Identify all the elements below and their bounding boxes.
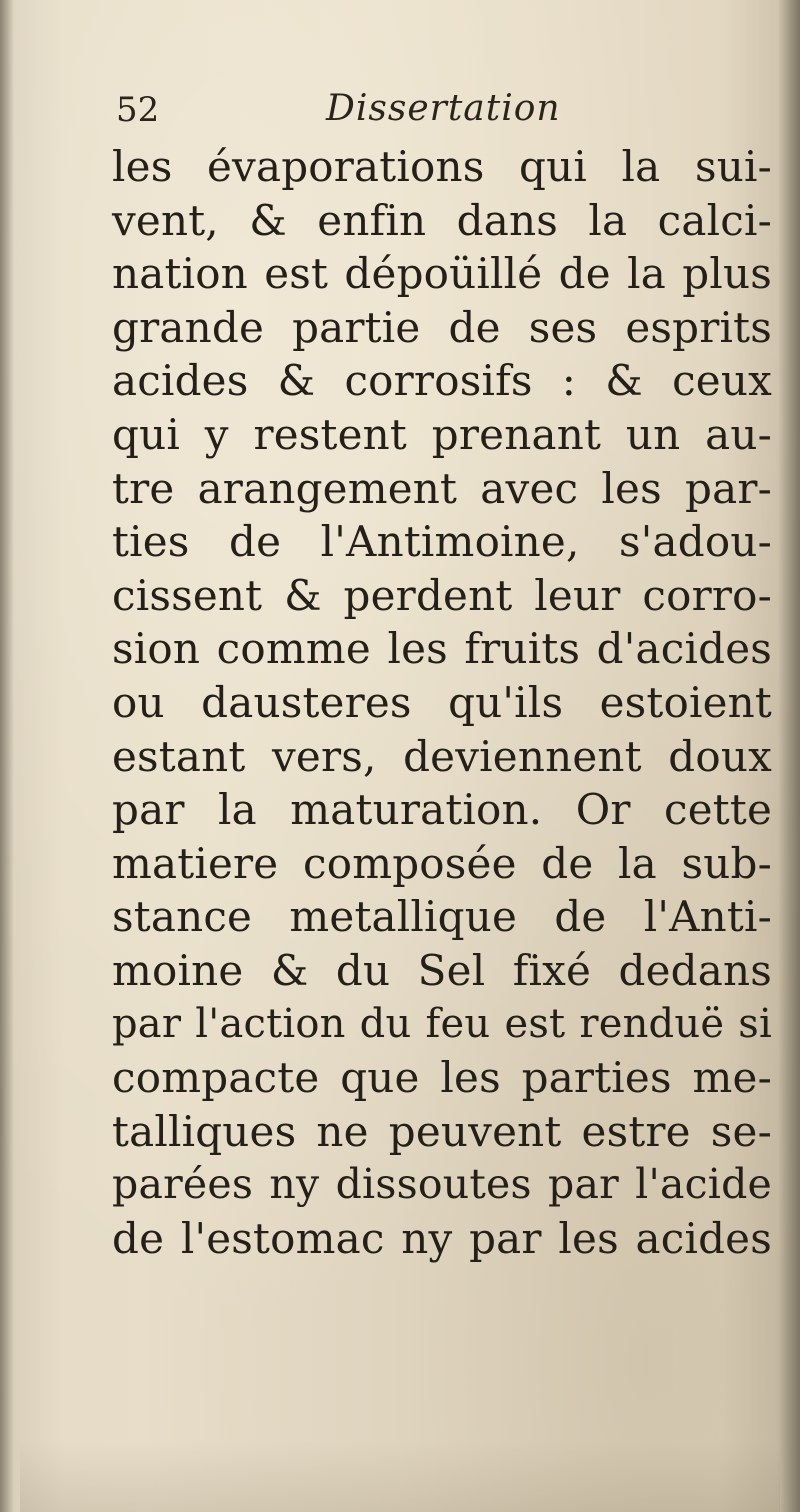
text-line: parées ny dissoutes par l'acide <box>112 1160 772 1209</box>
text-line: sion comme les fruits d'acides <box>112 624 772 674</box>
text-line: moine & du Sel fixé dedans <box>112 945 772 995</box>
text-line: qui y restent prenant un au- <box>112 409 772 459</box>
text-line: matiere composée de la sub- <box>112 838 772 888</box>
page-bottom-shadow <box>20 1440 780 1512</box>
text-line: acides & corrosifs : & ceux <box>112 356 772 406</box>
text-line: compacte que les parties me- <box>112 1053 772 1103</box>
running-head <box>116 86 676 140</box>
text-line: talliques ne peuvent estre se- <box>112 1106 772 1156</box>
text-line: par l'action du feu est renduë si <box>112 1000 772 1047</box>
text-line: de l'estomac ny par les acides <box>112 1213 772 1263</box>
text-line: stance metallique de l'Anti- <box>112 892 772 942</box>
running-title: Dissertation <box>326 88 561 129</box>
text-line: estant vers, deviennent doux <box>112 731 772 781</box>
text-line: nation est dépoüillé de la plus <box>112 249 772 299</box>
text-line: ou dausteres qu'ils estoient <box>112 677 772 727</box>
page-left-edge <box>0 0 14 1512</box>
text-line: cissent & perdent leur corro- <box>112 570 772 620</box>
text-line: tre arangement avec les par- <box>112 463 772 513</box>
body-text <box>112 140 772 1265</box>
page-number: 52 <box>116 90 160 130</box>
page-right-edge <box>778 0 800 1512</box>
text-line: ties de l'Antimoine, s'adou- <box>112 517 772 567</box>
text-line: vent, & enfin dans la calci- <box>112 195 772 245</box>
text-line: grande partie de ses esprits <box>112 302 772 352</box>
text-line: par la maturation. Or cette <box>112 785 772 835</box>
text-line: les évaporations qui la sui- <box>112 142 772 191</box>
